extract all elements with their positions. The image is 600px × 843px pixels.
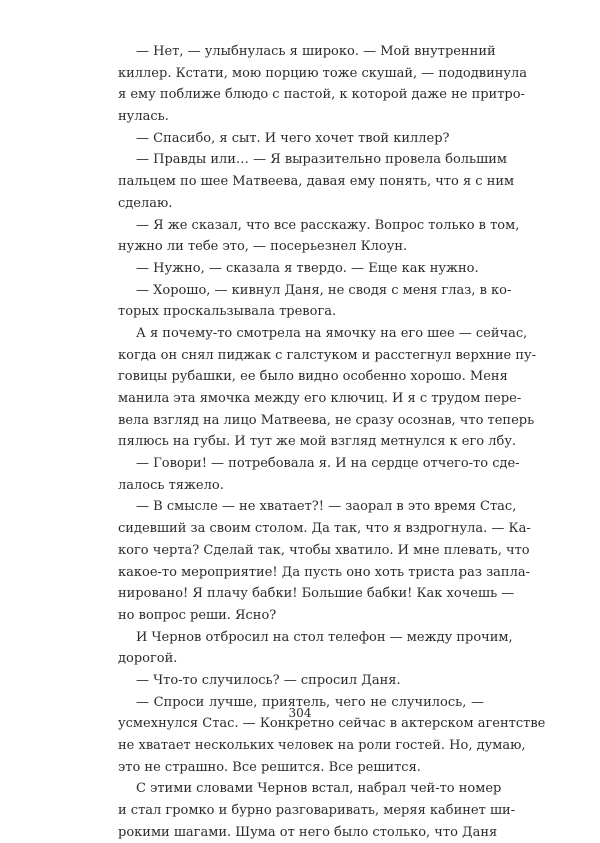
text-line: это не страшно. Все решится. Все решится.	[118, 759, 421, 775]
page-number: 304	[288, 706, 312, 720]
text-line: и стал громко и бурно разговаривать, меряя кабинет ши-	[118, 803, 516, 819]
text-line: — Правды или… — Я выразительно провела большим	[136, 152, 507, 168]
text-line: дорогой.	[118, 651, 178, 667]
text-line: кого черта? Сделай так, чтобы хватило. И мне плевать, что	[118, 542, 530, 558]
text-line: торых проскальзывала тревога.	[118, 304, 337, 320]
text-line: — В смысле — не хватает?! — заорал в это время Стас,	[136, 499, 517, 515]
paragraph	[118, 627, 513, 670]
paragraph	[118, 670, 484, 692]
paragraph	[118, 128, 484, 150]
text-line: нужно ли тебе это, — посерьезнел Клоун.	[118, 239, 408, 255]
text-line: И Чернов отбросил на стол телефон — между прочим,	[136, 629, 513, 645]
text-line: говицы рубашки, ее было видно особенно хорошо. Меня	[118, 369, 508, 385]
text-line: манила эта ямочка между его ключиц. И я с трудом пере-	[118, 391, 522, 406]
text-line: какое-то мероприятие! Да пусть оно хоть триста раз запла-	[118, 564, 530, 580]
text-line: лалось тяжело.	[118, 477, 224, 493]
text-line: — Хорошо, — кивнул Даня, не сводя с меня глаз, в ко-	[136, 282, 512, 298]
text-line: — Нет, — улыбнулась я широко. — Мой внутренний	[136, 44, 496, 59]
text-line: сделаю.	[118, 195, 173, 211]
paragraph	[118, 41, 528, 128]
text-line: киллер. Кстати, мою порцию тоже скушай, — пододвинула	[118, 65, 528, 81]
text-line: С этими словами Чернов встал, набрал чей-то номер	[136, 781, 502, 797]
text-line: усмехнулся Стас. — Конкретно сейчас в актерском агентстве	[118, 716, 546, 732]
text-line: вела взгляд на лицо Матвеева, не сразу осознав, что теперь	[118, 412, 535, 428]
paragraph	[118, 258, 484, 280]
paragraph	[118, 323, 537, 453]
text-line: пальцем по шее Матвеева, давая ему понять, что я с ним	[118, 174, 515, 190]
paragraph	[118, 453, 520, 496]
paragraph	[118, 215, 520, 258]
text-line: рокими шагами. Шума от него было столько, что Даня	[118, 824, 498, 840]
text-line: — Говори! — потребовала я. И на сердце отчего-то сде-	[136, 456, 520, 472]
paragraph	[118, 692, 546, 779]
paragraph	[118, 778, 516, 843]
paragraph	[118, 280, 512, 323]
text-line: пялюсь на губы. И тут же мой взгляд метнулся к его лбу.	[118, 434, 517, 450]
text-line: — Нужно, — сказала я твердо. — Еще как нужно.	[136, 260, 479, 276]
text-line: — Спасибо, я сыт. И чего хочет твой киллер?	[136, 130, 450, 146]
text-line: но вопрос реши. Ясно?	[118, 607, 277, 623]
text-line: А я почему-то смотрела на ямочку на его шее — сейчас,	[136, 325, 528, 341]
text-line: я ему поближе блюдо с пастой, к которой даже не притро-	[118, 87, 525, 103]
text-line: сидевший за своим столом. Да так, что я вздрогнула. — Ка-	[118, 521, 531, 537]
text-line: не хватает нескольких человек на роли гостей. Но, думаю,	[118, 738, 526, 753]
text-line: — Я же сказал, что все расскажу. Вопрос только в том,	[136, 217, 520, 233]
text-line: нулась.	[118, 109, 169, 125]
text-line: — Спроси лучше, приятель, чего не случилось, —	[136, 694, 484, 710]
text-line: когда он снял пиджак с галстуком и расстегнул верхние пу-	[118, 347, 537, 363]
text-line: нировано! Я плачу бабки! Большие бабки! Как хочешь —	[118, 586, 515, 602]
text-line: — Что-то случилось? — спросил Даня.	[136, 672, 401, 688]
paragraph	[118, 496, 531, 626]
paragraph	[118, 149, 515, 214]
body-text	[118, 41, 546, 843]
